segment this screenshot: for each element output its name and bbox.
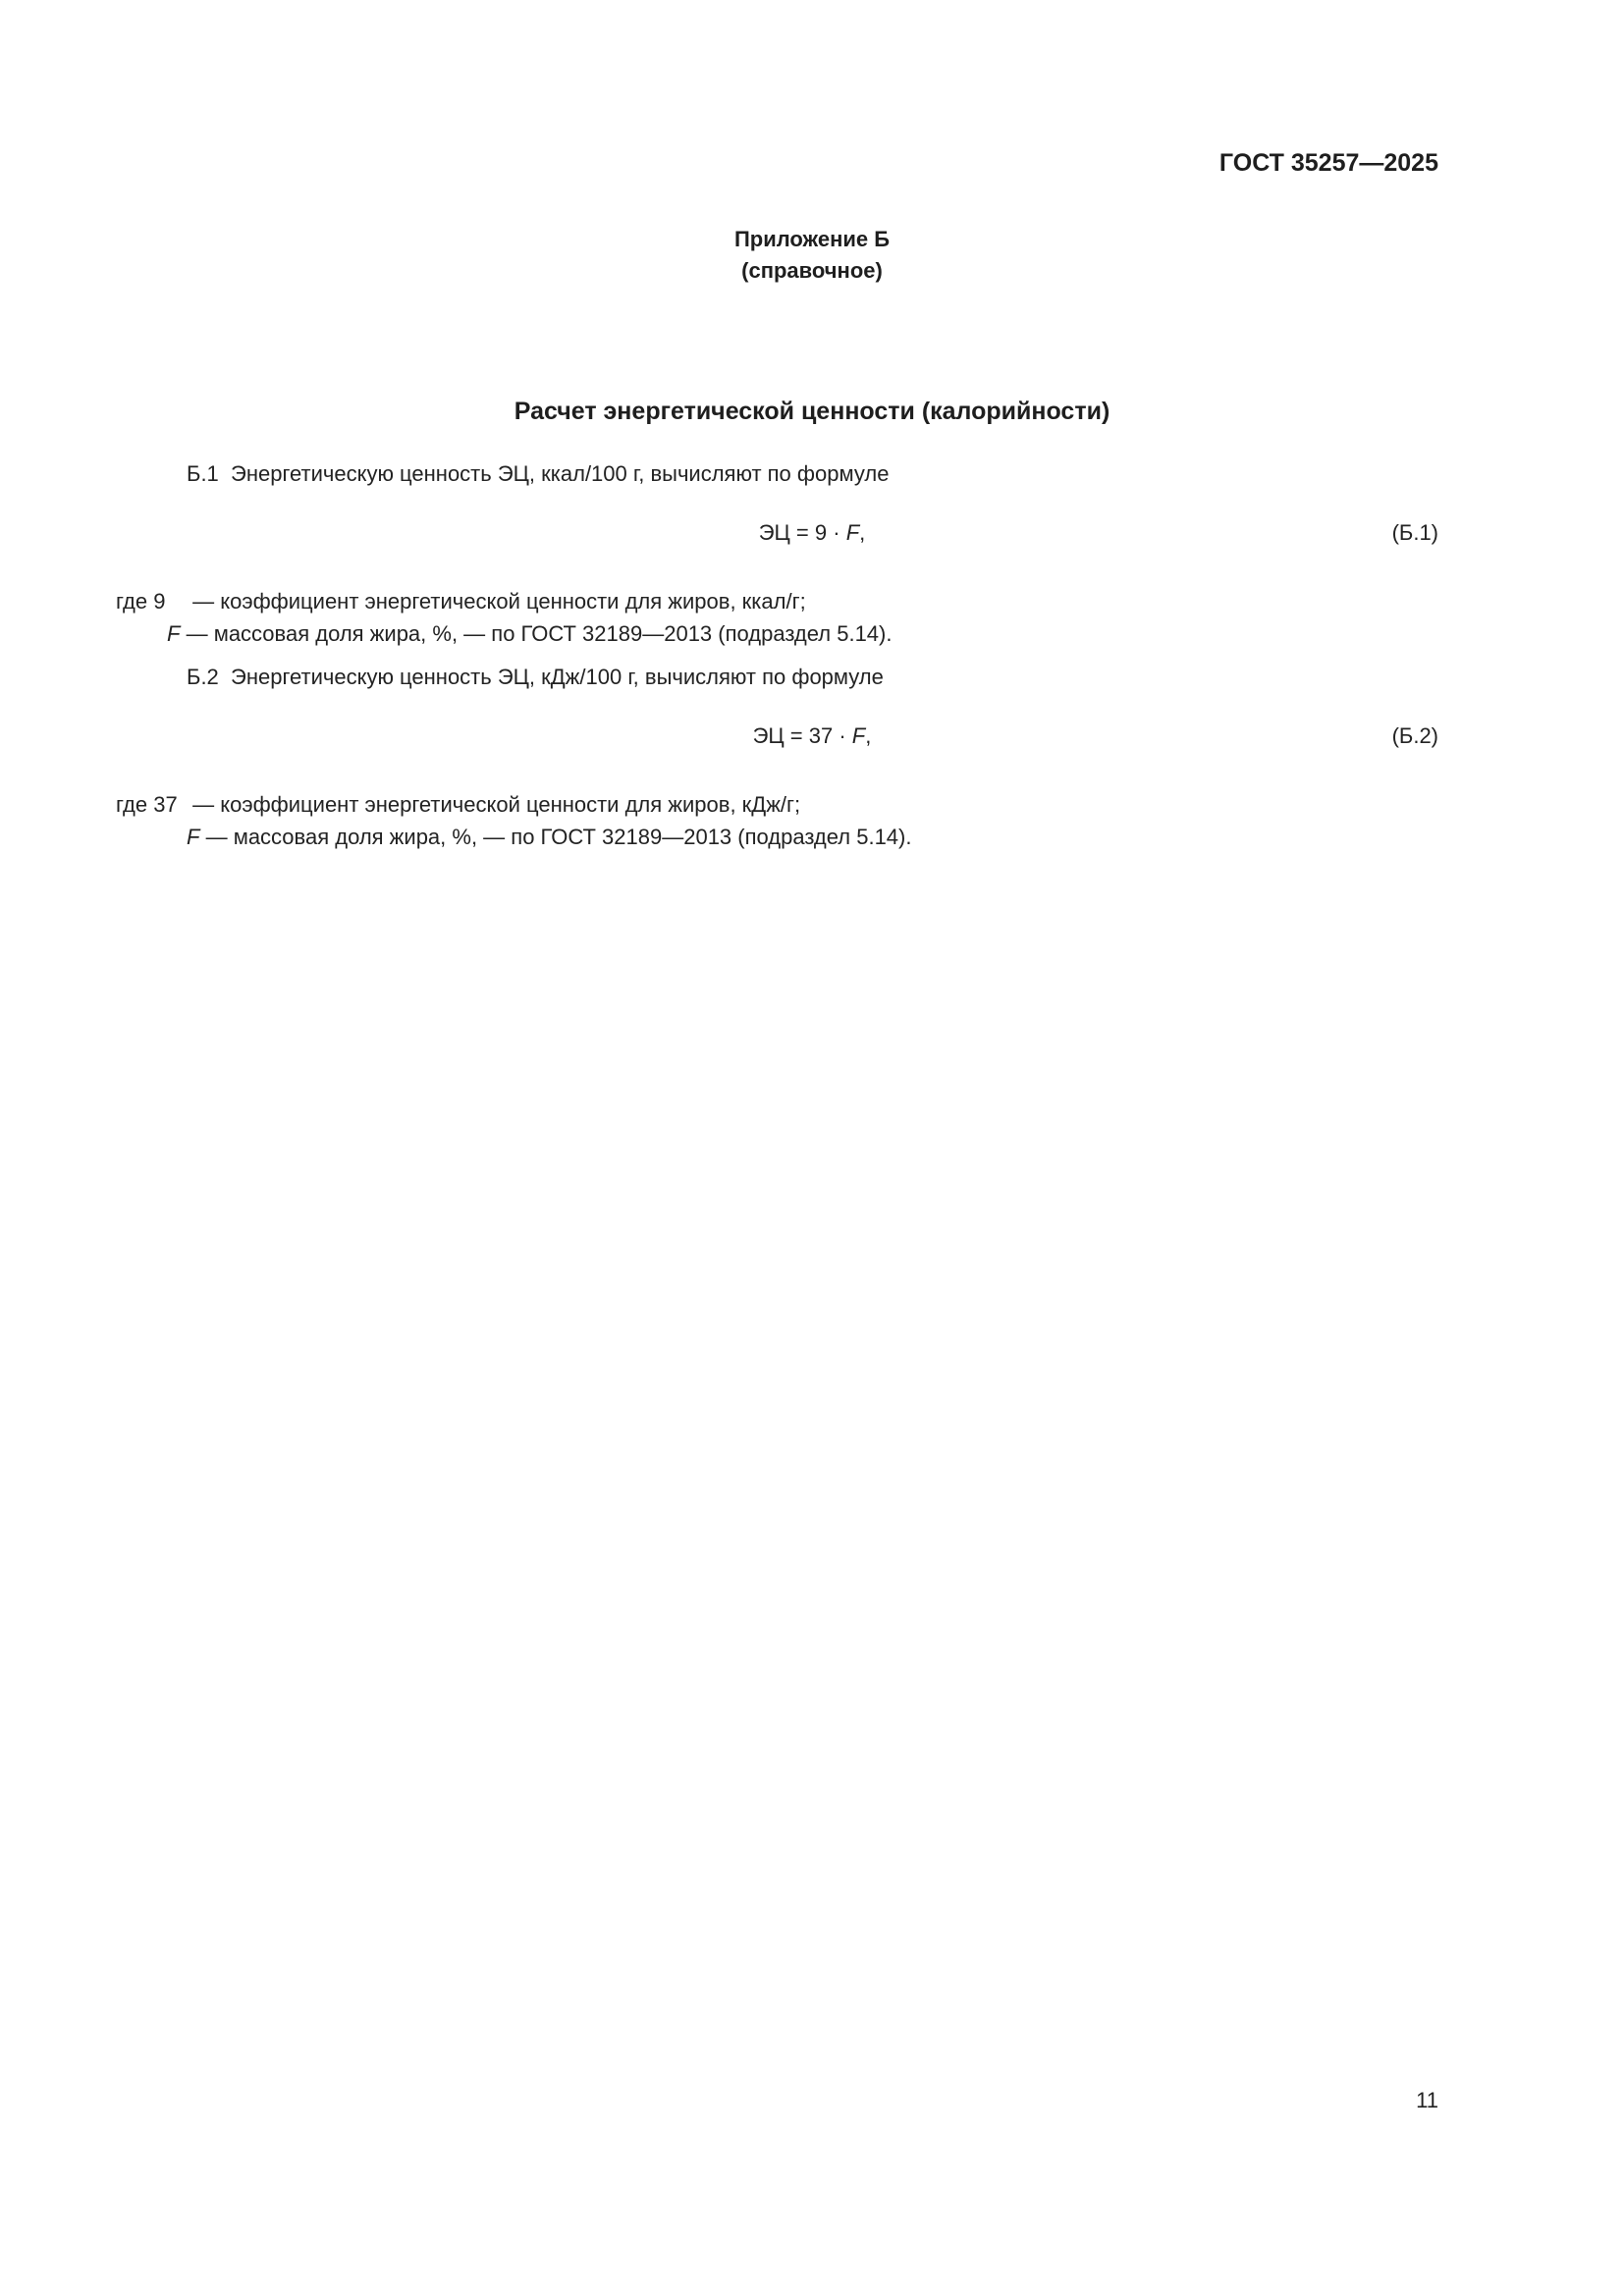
clause-text: Энергетическую ценность ЭЦ, кДж/100 г, вычисляют по формуле — [231, 665, 884, 689]
formula-b2 — [0, 723, 1624, 749]
where-prefix: где 37 — [116, 792, 178, 817]
clause-number: Б.2 — [187, 665, 219, 689]
formula-tail: , — [859, 520, 866, 545]
page-number: 11 — [1416, 2088, 1438, 2112]
annex-title: Приложение Б — [733, 227, 891, 251]
where-symbol: F — [167, 621, 181, 646]
where-prefix: где 9 — [116, 589, 166, 614]
where-line-b2-1 — [116, 792, 800, 818]
clause-text: Энергетическую ценность ЭЦ, ккал/100 г, вычисляют по формуле — [231, 461, 890, 486]
formula-tail: , — [865, 723, 872, 748]
section-title: Расчет энергетической ценности (калорийности) — [514, 398, 1110, 425]
clause-b2 — [187, 665, 884, 690]
where-line-b1-2 — [167, 621, 892, 647]
document-code: ГОСТ 35257—2025 — [1218, 149, 1438, 177]
where-line-b1-1 — [116, 589, 806, 614]
formula-variable: F — [851, 723, 866, 748]
formula-variable: F — [845, 520, 860, 545]
formula-lhs: ЭЦ = 37 · — [752, 723, 852, 748]
equation-number-b1: (Б.1) — [1391, 520, 1438, 545]
annex-type: (справочное) — [741, 258, 883, 283]
where-text: — массовая доля жира, %, — по ГОСТ 32189—2013 (подраздел 5.14). — [205, 825, 912, 849]
where-line-b2-2 — [187, 825, 911, 850]
equation-number-b2: (Б.2) — [1391, 723, 1438, 748]
formula-lhs: ЭЦ = 9 · — [758, 520, 846, 545]
where-symbol: F — [187, 825, 200, 849]
clause-b1 — [187, 461, 889, 487]
where-text: — коэффициент энергетической ценности для жиров, кДж/г; — [192, 792, 801, 817]
clause-number: Б.1 — [187, 461, 219, 486]
where-text: — коэффициент энергетической ценности для жиров, ккал/г; — [192, 589, 806, 614]
formula-b1 — [0, 520, 1624, 546]
where-text: — массовая доля жира, %, — по ГОСТ 32189—2013 (подраздел 5.14). — [186, 621, 893, 646]
